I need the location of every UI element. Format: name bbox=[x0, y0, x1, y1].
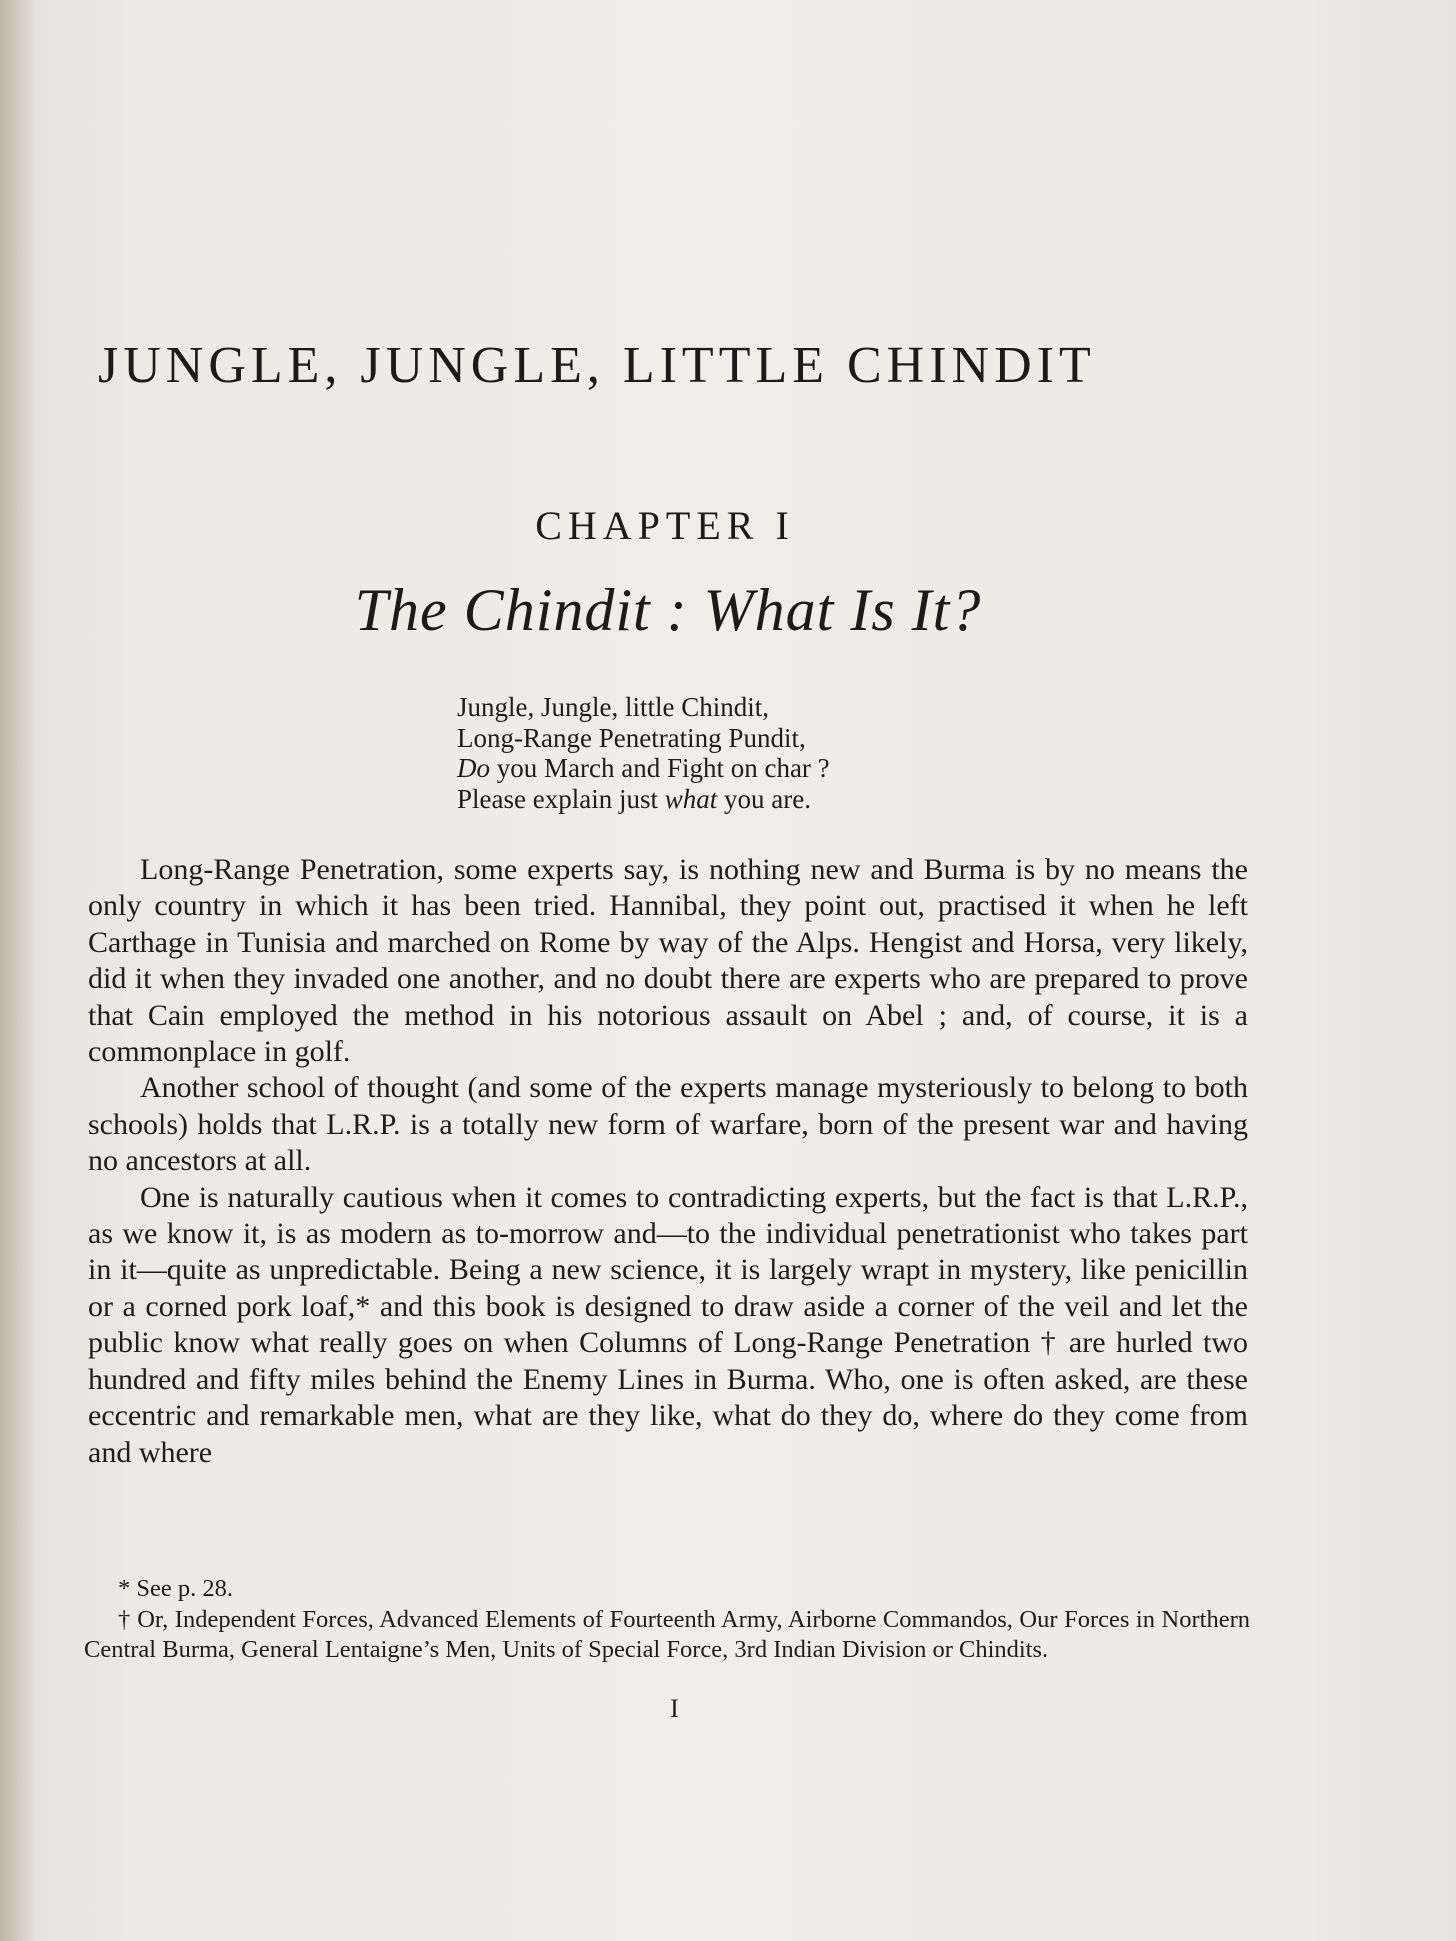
footnote-1: * See p. 28. bbox=[118, 1575, 233, 1602]
verse-line-3-rest: you March and Fight on char ? bbox=[490, 753, 830, 783]
verse-line-3-italic: Do bbox=[457, 753, 490, 783]
page-number: I bbox=[670, 1694, 680, 1723]
body-paragraph-3: One is naturally cautious when it comes to contradicting experts, but the fact is that L.R.P., as we know it, is as modern as to-morrow and—to the individual penetrationist who takes part in it—quite as unpredictable. Being a new science, it is largely wrapt in mystery, like penicillin or a corned pork loaf,* and this book is designed to draw aside a corner of the veil and let the public know what really goes on when Columns of Long-Range Penetration † are hurled two hundred and fifty miles behind the Enemy Lines in Burma. Who, one is often asked, are these eccentric and remarkable men, what are they like, what do they do, where do they come from and where bbox=[88, 1180, 1248, 1469]
verse-line-2: Long-Range Penetrating Pundit, bbox=[457, 722, 806, 753]
book-title: JUNGLE, JUNGLE, LITTLE CHINDIT bbox=[98, 337, 1096, 394]
chapter-body bbox=[88, 852, 1248, 1471]
verse-line-4 bbox=[457, 784, 977, 815]
verse-line-1: Jungle, Jungle, little Chindit, bbox=[457, 692, 769, 722]
body-paragraph-1: Long-Range Penetration, some experts say, is nothing new and Burma is by no means the only country in which it has been tried. Hannibal, they point out, practised it when he left Carthage in Tunisia and marched on Rome by way of the Alps. Hengist and Horsa, very likely, did it when they invaded one another, and no doubt there are experts who are prepared to prove that Cain employed the method in his notorious assault on Abel ; and, of course, it is a commonplace in golf. bbox=[88, 853, 1248, 1069]
body-paragraph-2: Another school of thought (and some of the experts manage mysteriously to belong to both schools) holds that L.R.P. is a totally new form of warfare, born of the present war and having no ancestors at all. bbox=[88, 1071, 1248, 1178]
chapter-label: CHAPTER I bbox=[535, 503, 795, 548]
epigraph-verse bbox=[457, 692, 977, 814]
verse-line-4-after: you are. bbox=[717, 783, 811, 814]
verse-line-4-before: Please explain just bbox=[457, 783, 665, 814]
verse-line-3 bbox=[457, 753, 977, 784]
verse-line-4-italic: what bbox=[664, 783, 718, 814]
footnote-2: † Or, Independent Forces, Advanced Elements of Fourteenth Army, Airborne Commandos, Our Forces in Northern Central Burma, General Lentaigne’s Men, Units of Special Force, 3rd Indian Division or Chindits. bbox=[84, 1605, 1250, 1663]
footnotes bbox=[84, 1574, 1250, 1666]
chapter-title: The Chindit : What Is It? bbox=[354, 577, 982, 643]
